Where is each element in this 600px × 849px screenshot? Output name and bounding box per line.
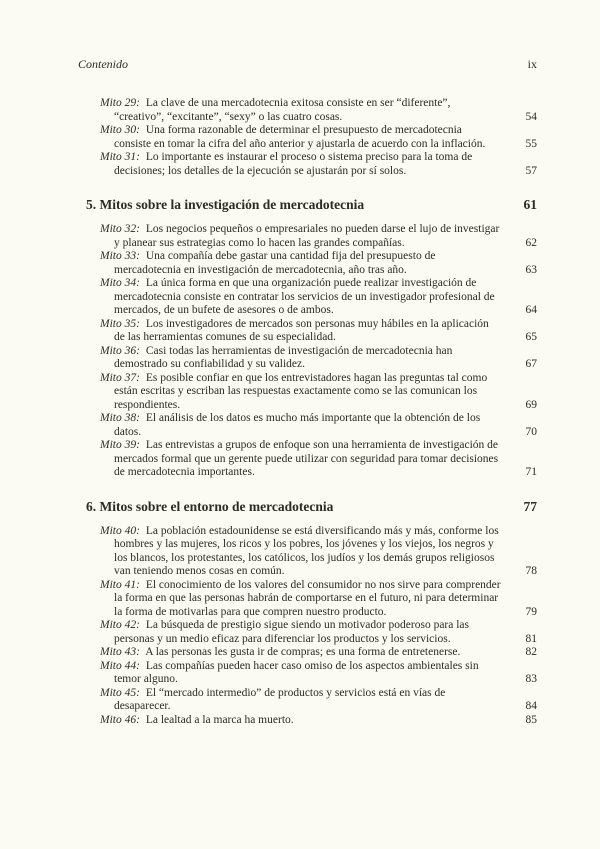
toc-entry-title: La clave de una mercadotecnia exitosa consiste en ser “diferente”, “creativo”, “excitante”, “sexy” o las cuatro cosas. — [114, 97, 451, 123]
toc-entry-page-number: 70 — [525, 425, 537, 438]
toc-entry-text — [100, 97, 511, 124]
toc-entry-title: La búsqueda de prestigio sigue siendo un motivador poderoso para las personas y un medio eficaz para diferenciar los productos y los servicios. — [114, 619, 470, 645]
toc-section-heading — [86, 499, 537, 514]
toc-entry-label: Mito 29: — [100, 97, 140, 109]
toc-section-title: 6. Mitos sobre el entorno de mercadotecnia — [86, 498, 334, 514]
toc-entry-title: Casi todas las herramientas de investigación de mercadotecnia han demostrado su confiabilidad y su validez. — [114, 344, 453, 370]
toc-entry-page-number: 82 — [525, 646, 537, 658]
toc-entry-text — [100, 714, 511, 728]
toc-entry-text — [100, 277, 511, 318]
toc-entry-text — [100, 687, 511, 714]
toc-entry-label: Mito 40: — [100, 524, 140, 537]
toc-entry — [100, 124, 537, 151]
toc-entry-page-number: 64 — [525, 304, 537, 316]
toc-entry-page-number: 83 — [525, 673, 537, 685]
toc-entry-title: La población estadounidense se está diversificando más y más, conforme los hombres y las mujeres, los ricos y los pobres, los jóvenes y los viejos, los negros y los blancos, los protestantes, los católicos, los judíos y los demás grupos religiosos van teniendo menos cosas en común. — [114, 524, 499, 577]
toc-entry — [100, 97, 537, 124]
toc-entry-page-number: 62 — [525, 236, 537, 249]
page-number-roman: ix — [527, 57, 537, 71]
toc-entry-title: El conocimiento de los valores del consumidor no nos sirve para comprender la forma en que las personas habrán de comportarse en el futuro, ni para determinar la forma de motivarlas para que compren nuestro producto. — [114, 578, 501, 618]
toc-entry-text — [100, 660, 511, 687]
toc-entry-title: Las entrevistas a grupos de enfoque son una herramienta de investigación de mercados formal que un gerente puede utilizar con seguridad para tomar decisiones de mercadotecnia importantes. — [114, 439, 499, 478]
toc-entry-page-number: 78 — [525, 565, 537, 577]
toc-entry-label: Mito 30: — [100, 124, 140, 136]
toc-entry-text — [100, 412, 511, 439]
toc-entry-label: Mito 43: — [100, 646, 140, 658]
toc-entry-label: Mito 31: — [100, 151, 140, 163]
toc-entry-page-number: 81 — [525, 632, 537, 645]
toc-entry-text — [100, 525, 511, 579]
toc-entry-title: Lo importante es instaurar el proceso o sistema preciso para la toma de decisiones; los detalles de la ejecución se ajustarán por sí solos. — [114, 151, 473, 177]
toc-entry-title: A las personas les gusta ir de compras; es una forma de entretenerse. — [145, 646, 461, 658]
toc-entry-title: Los investigadores de mercados son personas muy hábiles en la aplicación de las herramientas comunes de su especialidad. — [114, 317, 489, 343]
toc-entry-label: Mito 42: — [100, 619, 140, 631]
toc-entry-label: Mito 35: — [100, 317, 140, 330]
toc-entry-label: Mito 33: — [100, 250, 140, 262]
toc-section-page-number: 77 — [523, 498, 537, 514]
toc-entry — [100, 250, 537, 277]
toc-entry-text — [100, 372, 511, 413]
toc-entry-text — [100, 124, 511, 151]
toc-entry-title: La única forma en que una organización puede realizar investigación de mercadotecnia consiste en contratar los servicios de un investigador profesional de mercados, de un bufete de asesores o de ambos. — [114, 277, 495, 316]
toc-section-heading — [86, 197, 537, 212]
toc-entry-page-number: 71 — [525, 466, 537, 478]
toc-entry — [100, 579, 537, 620]
toc-entry — [100, 345, 537, 372]
toc-entry-page-number: 67 — [525, 358, 537, 370]
toc-entry-label: Mito 46: — [100, 713, 140, 726]
toc-entry-label: Mito 38: — [100, 412, 140, 424]
toc-entry-page-number: 84 — [525, 700, 537, 712]
toc-entry-page-number: 69 — [525, 398, 537, 411]
toc-entry-title: Es posible confiar en que los entrevistadores hagan las preguntas tal como están escritas y escriban las respuestas exactamente como se las comunican los respondientes. — [114, 371, 488, 411]
toc-entry-title: Una forma razonable de determinar el presupuesto de mercadotecnia consiste en tomar la cifra del año anterior y ajustarla de acuerdo con la inflación. — [114, 124, 486, 150]
toc-entry-text — [100, 619, 511, 646]
toc-entry-page-number: 79 — [525, 605, 537, 618]
toc-entry-text — [100, 345, 511, 372]
toc-list — [78, 97, 537, 727]
toc-entry-label: Mito 32: — [100, 223, 140, 235]
toc-entry-text — [100, 646, 511, 660]
toc-entry-title: Los negocios pequeños o empresariales no pueden darse el lujo de investigar y planear sus estrategias como lo hacen las grandes compañías. — [114, 223, 500, 249]
toc-entry — [100, 412, 537, 439]
toc-section-title: 5. Mitos sobre la investigación de mercadotecnia — [86, 197, 365, 212]
toc-entry-page-number: 57 — [525, 164, 537, 177]
toc-entry — [100, 619, 537, 646]
toc-entry — [100, 660, 537, 687]
toc-entry — [100, 646, 537, 660]
toc-entry-page-number: 55 — [525, 137, 537, 150]
toc-entry — [100, 687, 537, 714]
toc-entry-title: Las compañías pueden hacer caso omiso de los aspectos ambientales sin temor alguno. — [114, 659, 479, 685]
toc-entry — [100, 223, 537, 250]
toc-entry-page-number: 54 — [525, 110, 537, 123]
toc-entry-title: Una compañía debe gastar una cantidad fija del presupuesto de mercadotecnia en investigación de mercadotecnia, año tras año. — [114, 250, 436, 276]
toc-entry — [100, 525, 537, 579]
toc-entry-text — [100, 439, 511, 480]
toc-entry — [100, 277, 537, 318]
toc-entry-label: Mito 36: — [100, 344, 140, 357]
toc-entry-page-number: 63 — [525, 263, 537, 276]
toc-entry-text — [100, 223, 511, 250]
toc-entry-label: Mito 44: — [100, 659, 140, 672]
running-head-title: Contenido — [78, 57, 128, 71]
toc-entry — [100, 151, 537, 178]
toc-entry-text — [100, 579, 511, 620]
toc-entry — [100, 372, 537, 413]
toc-entry-title: El análisis de los datos es mucho más importante que la obtención de los datos. — [114, 412, 481, 438]
toc-entry-page-number: 85 — [525, 713, 537, 726]
toc-entry-label: Mito 39: — [100, 439, 140, 451]
toc-entry-text — [100, 151, 511, 178]
toc-entry-label: Mito 41: — [100, 578, 140, 591]
running-head — [78, 57, 537, 72]
toc-entry-text — [100, 250, 511, 277]
toc-entry — [100, 714, 537, 728]
toc-entry — [100, 439, 537, 480]
toc-entry — [100, 318, 537, 345]
toc-entry-page-number: 65 — [525, 331, 537, 343]
toc-entry-label: Mito 45: — [100, 686, 140, 699]
toc-entry-text — [100, 318, 511, 345]
toc-section-page-number: 61 — [523, 197, 537, 212]
toc-entry-title: El “mercado intermedio” de productos y servicios está en vías de desaparecer. — [114, 686, 446, 712]
toc-entry-label: Mito 37: — [100, 371, 140, 384]
toc-entry-label: Mito 34: — [100, 277, 140, 289]
toc-entry-title: La lealtad a la marca ha muerto. — [145, 713, 294, 726]
